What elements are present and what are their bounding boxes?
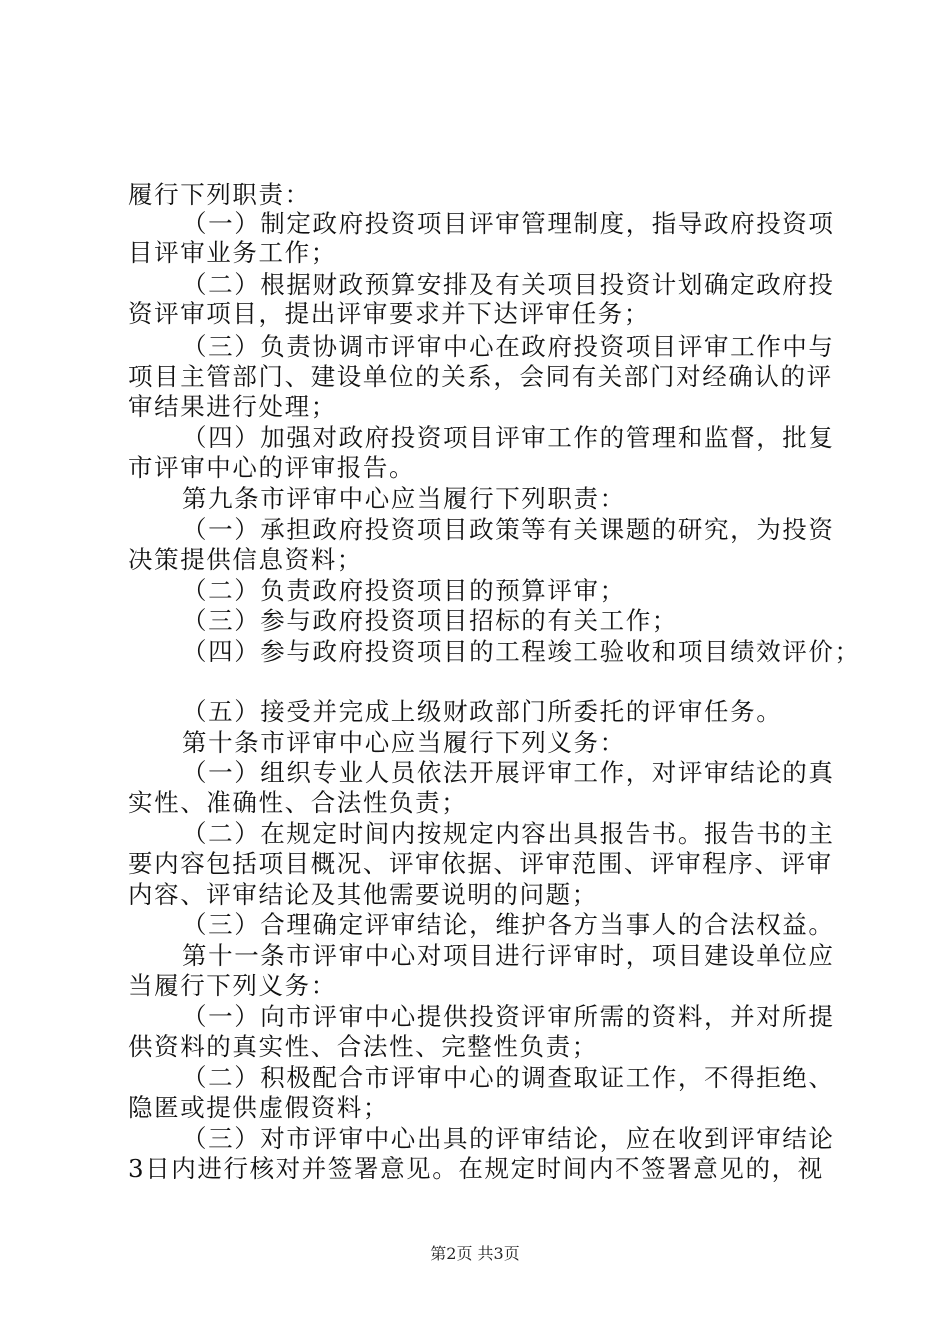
page-number-footer: 第2页 共3页	[430, 1244, 520, 1263]
text-line: 实性、准确性、合法性负责；	[128, 788, 468, 817]
text-line: 供资料的真实性、合法性、完整性负责；	[128, 1032, 598, 1061]
text-line: 资评审项目，提出评审要求并下达评审任务；	[128, 299, 650, 328]
text-line: 目评审业务工作；	[128, 238, 337, 267]
text-line: 履行下列职责：	[128, 180, 311, 209]
text-line: （一）承担政府投资项目政策等有关课题的研究，为投资	[182, 515, 835, 544]
text-line: （一）向市评审中心提供投资评审所需的资料，并对所提	[182, 1002, 835, 1031]
text-line: （一）组织专业人员依法开展评审工作，对评审结论的真	[182, 758, 835, 787]
text-line: （三）负责协调市评审中心在政府投资项目评审工作中与	[182, 332, 835, 361]
text-line: （三）对市评审中心出具的评审结论，应在收到评审结论	[182, 1124, 835, 1153]
text-line: （四）加强对政府投资项目评审工作的管理和监督，批复	[182, 423, 835, 452]
text-line: （三）参与政府投资项目招标的有关工作；	[182, 606, 678, 635]
text-line: （二）在规定时间内按规定内容出具报告书。报告书的主	[182, 819, 835, 848]
text-line: （五）接受并完成上级财政部门所委托的评审任务。	[182, 697, 783, 726]
text-line: 当履行下列义务：	[128, 971, 337, 1000]
text-line: 决策提供信息资料；	[128, 545, 363, 574]
text-line: （四）参与政府投资项目的工程竣工验收和项目绩效评价；	[182, 637, 861, 666]
text-line: 内容、评审结论及其他需要说明的问题；	[128, 880, 598, 909]
article-heading: 第十一条市评审中心对项目进行评审时，项目建设单位应	[182, 941, 835, 970]
text-line: （二）根据财政预算安排及有关项目投资计划确定政府投	[182, 270, 835, 299]
article-heading: 第十条市评审中心应当履行下列义务：	[182, 728, 626, 757]
text-line: 隐匿或提供虚假资料；	[128, 1093, 389, 1122]
text-line: （二）负责政府投资项目的预算评审；	[182, 576, 626, 605]
text-line: 市评审中心的评审报告。	[128, 453, 416, 482]
text-line: 项目主管部门、建设单位的关系，会同有关部门对经确认的评	[128, 362, 833, 391]
text-line: （三）合理确定评审结论，维护各方当事人的合法权益。	[182, 910, 835, 939]
text-line: 要内容包括项目概况、评审依据、评审范围、评审程序、评审	[128, 849, 833, 878]
text-line: （二）积极配合市评审中心的调查取证工作，不得拒绝、	[182, 1063, 835, 1092]
text-line: 3日内进行核对并签署意见。在规定时间内不签署意见的，视	[128, 1154, 824, 1183]
text-line: （一）制定政府投资项目评审管理制度，指导政府投资项	[182, 209, 835, 238]
article-heading: 第九条市评审中心应当履行下列职责：	[182, 484, 626, 513]
text-line: 审结果进行处理；	[128, 392, 337, 421]
